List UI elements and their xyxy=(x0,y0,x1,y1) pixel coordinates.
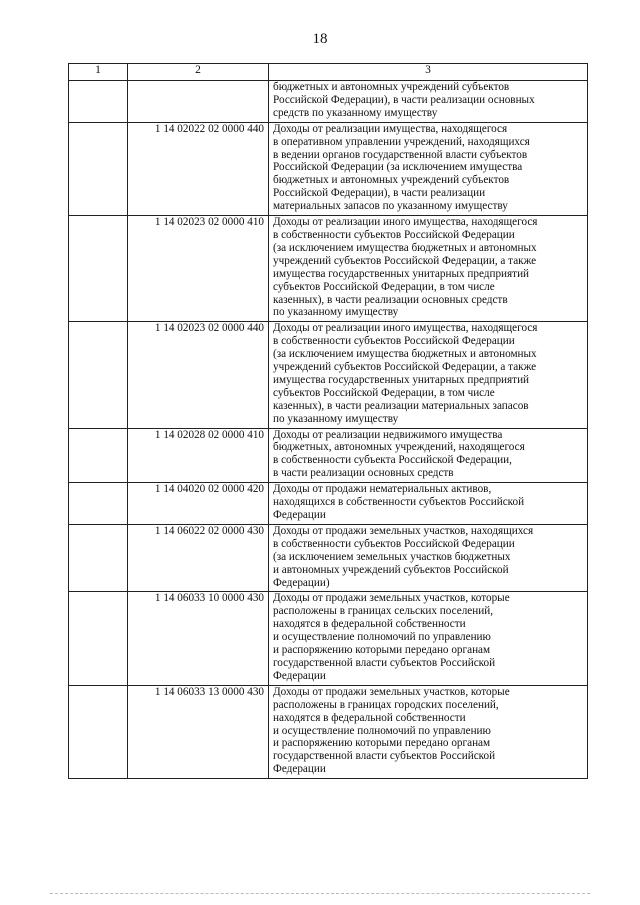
description-line: Доходы от продажи земельных участков, которые xyxy=(273,592,510,605)
description-line: в оперативном управлении учреждений, находящихся xyxy=(273,135,530,148)
description-line: Федерации xyxy=(273,763,326,776)
description-line: учреждений субъектов Российской Федерации, а также xyxy=(273,361,537,374)
cell-col-1 xyxy=(69,216,128,322)
description-line: бюджетных и автономных учреждений субъектов xyxy=(273,174,510,187)
revenue-codes-table xyxy=(68,63,588,779)
table-row xyxy=(69,428,588,483)
revenue-description-cell xyxy=(269,122,588,215)
table-row xyxy=(69,483,588,525)
revenue-code-cell: 1 14 02023 02 0000 410 xyxy=(128,216,269,322)
description-line: имущества государственных унитарных предприятий xyxy=(273,373,530,386)
revenue-code-cell: 1 14 04020 02 0000 420 xyxy=(128,483,269,525)
description-line: бюджетных и автономных учреждений субъектов xyxy=(273,81,510,93)
cell-col-1 xyxy=(69,524,128,592)
revenue-description-cell xyxy=(269,592,588,685)
description-line: имущества государственных унитарных предприятий xyxy=(273,267,530,280)
description-line: и осуществление полномочий по управлению xyxy=(273,631,491,644)
description-line: и распоряжению которыми передано органам xyxy=(273,737,491,750)
revenue-description-cell xyxy=(269,428,588,483)
scan-edge-divider xyxy=(50,893,590,896)
revenue-code-cell: 1 14 02028 02 0000 410 xyxy=(128,428,269,483)
revenue-description-cell xyxy=(269,322,588,428)
revenue-description-cell xyxy=(269,685,588,778)
column-header-1: 1 xyxy=(69,64,128,81)
description-line: в собственности субъектов Российской Федерации xyxy=(273,335,515,348)
table-row xyxy=(69,81,588,123)
description-line: Доходы от продажи нематериальных активов, xyxy=(273,483,492,496)
table-row xyxy=(69,216,588,322)
description-line: Российской Федерации (за исключением имущества xyxy=(273,161,523,174)
revenue-code-cell: 1 14 06022 02 0000 430 xyxy=(128,524,269,592)
description-line: Федерации xyxy=(273,669,326,682)
description-line: по указанному имуществу xyxy=(273,412,399,425)
cell-col-1 xyxy=(69,322,128,428)
description-line: находящихся в собственности субъектов Российской xyxy=(273,496,525,509)
revenue-code-cell: 1 14 06033 10 0000 430 xyxy=(128,592,269,685)
cell-col-1 xyxy=(69,428,128,483)
cell-col-1 xyxy=(69,685,128,778)
revenue-code-cell: 1 14 02022 02 0000 440 xyxy=(128,122,269,215)
description-line: казенных), в части реализации материальных запасов xyxy=(273,399,529,412)
description-line: государственной власти субъектов Российской xyxy=(273,656,496,669)
revenue-description-cell xyxy=(269,216,588,322)
table-row xyxy=(69,592,588,685)
revenue-description-cell xyxy=(269,483,588,525)
description-line: субъектов Российской Федерации, в том числе xyxy=(273,280,495,293)
cell-col-1 xyxy=(69,483,128,525)
table-header-row xyxy=(69,64,588,81)
description-line: (за исключением имущества бюджетных и автономных xyxy=(273,348,537,361)
description-line: Доходы от реализации иного имущества, находящегося xyxy=(273,216,538,229)
description-line: расположены в границах сельских поселений, xyxy=(273,605,494,618)
cell-col-1 xyxy=(69,592,128,685)
page-number: 18 xyxy=(312,31,328,47)
revenue-code-cell: 1 14 02023 02 0000 440 xyxy=(128,322,269,428)
table-row xyxy=(69,122,588,215)
description-line: в собственности субъекта Российской Федерации, xyxy=(273,454,512,467)
cell-col-1 xyxy=(69,81,128,123)
column-header-2: 2 xyxy=(128,64,269,81)
description-line: в собственности субъектов Российской Федерации xyxy=(273,228,515,241)
description-line: (за исключением имущества бюджетных и автономных xyxy=(273,241,537,254)
description-line: и автономных учреждений субъектов Российской xyxy=(273,563,509,576)
revenue-code-cell: 1 14 06033 13 0000 430 xyxy=(128,685,269,778)
description-line: в части реализации основных средств xyxy=(273,467,454,480)
description-line: расположены в границах городских поселений, xyxy=(273,698,499,711)
description-line: государственной власти субъектов Российской xyxy=(273,750,496,763)
column-header-3: 3 xyxy=(269,64,588,81)
description-line: субъектов Российской Федерации, в том числе xyxy=(273,386,495,399)
description-line: Российской Федерации), в части реализации xyxy=(273,187,486,200)
revenue-description-cell xyxy=(269,81,588,123)
revenue-description-cell xyxy=(269,524,588,592)
description-line: казенных), в части реализации основных средств xyxy=(273,293,508,306)
description-line: Федерации xyxy=(273,509,326,521)
description-line: Доходы от реализации имущества, находящегося xyxy=(273,122,508,135)
description-line: (за исключением земельных участков бюджетных xyxy=(273,550,511,563)
description-line: в собственности субъектов Российской Федерации xyxy=(273,537,515,550)
description-line: и распоряжению которыми передано органам xyxy=(273,644,491,657)
table-body xyxy=(69,81,588,779)
table-row xyxy=(69,524,588,592)
description-line: по указанному имуществу xyxy=(273,306,399,319)
description-line: Доходы от реализации иного имущества, находящегося xyxy=(273,322,538,335)
description-line: Доходы от продажи земельных участков, находящихся xyxy=(273,524,534,537)
cell-col-1 xyxy=(69,122,128,215)
description-line: и осуществление полномочий по управлению xyxy=(273,724,491,737)
description-line: Российской Федерации), в части реализации основных xyxy=(273,93,535,106)
description-line: бюджетных, автономных учреждений, находящегося xyxy=(273,441,525,454)
description-line: материальных запасов по указанному имуществу xyxy=(273,200,508,213)
description-line: Федерации) xyxy=(273,576,330,589)
description-line: Доходы от реализации недвижимого имущества xyxy=(273,428,503,441)
table-row xyxy=(69,322,588,428)
description-line: находятся в федеральной собственности xyxy=(273,618,466,631)
description-line: средств по указанному имуществу xyxy=(273,106,438,119)
revenue-code-cell xyxy=(128,81,269,123)
description-line: учреждений субъектов Российской Федерации, а также xyxy=(273,254,537,267)
table-row xyxy=(69,685,588,778)
description-line: в ведении органов государственной власти субъектов xyxy=(273,148,528,161)
description-line: Доходы от продажи земельных участков, которые xyxy=(273,685,510,698)
description-line: находятся в федеральной собственности xyxy=(273,711,466,724)
